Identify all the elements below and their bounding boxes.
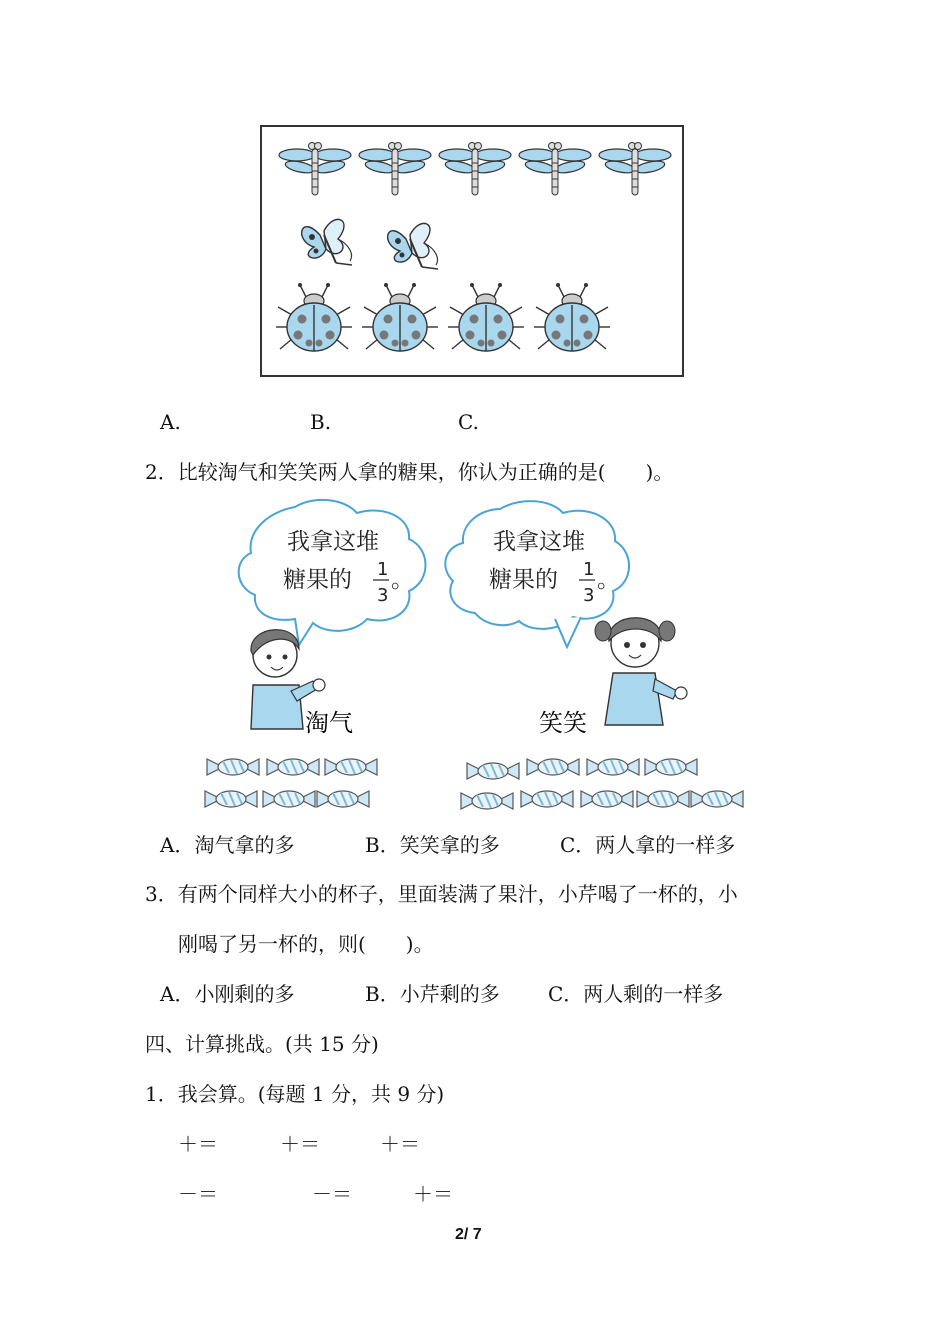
page-number: 2/ 7 [455, 1226, 482, 1243]
dragonfly-icon [599, 143, 671, 196]
candy-icon [691, 791, 743, 807]
candy-icon [467, 763, 519, 779]
bubble-right-line2: 糖果的 [489, 567, 558, 593]
q1-option-a[interactable]: A. [160, 410, 181, 434]
q1-option-b[interactable]: B. [310, 410, 332, 434]
bubble-right-line1: 我拿这堆 [493, 529, 585, 555]
dragonfly-icon [519, 143, 591, 196]
bubble-left-period: 。 [391, 567, 414, 593]
ladybug-icon [276, 283, 352, 351]
name-xiaoxiao: 笑笑 [539, 709, 587, 737]
girl-xiaoxiao-figure [595, 618, 687, 725]
speech-bubble-left [239, 500, 426, 645]
candy-icon [317, 791, 369, 807]
calc-item-6[interactable]: ＋＝ [413, 1182, 453, 1206]
ladybug-icon [362, 283, 438, 351]
name-taoqi: 淘气 [305, 709, 353, 737]
candy-icon [207, 759, 259, 775]
candy-icon [587, 759, 639, 775]
dragonfly-icon [279, 143, 351, 196]
candy-icon [205, 791, 257, 807]
q3-option-a[interactable]: A．小刚剩的多 [160, 982, 295, 1006]
candy-icon [325, 759, 377, 775]
bubble-left-line2: 糖果的 [283, 567, 352, 593]
question-2-text: 2．比较淘气和笑笑两人拿的糖果，你认为正确的是( )。 [145, 460, 674, 484]
bubble-left-line1: 我拿这堆 [287, 529, 379, 555]
question-3-line2: 刚喝了另一杯的，则( )。 [178, 932, 434, 956]
candy-icon [521, 791, 573, 807]
q3-option-c[interactable]: C．两人剩的一样多 [548, 982, 724, 1006]
bubble-left-numerator: 1 [377, 559, 389, 580]
section-4-title: 四、计算挑战。(共 15 分) [145, 1032, 379, 1056]
insect-illustration [262, 127, 682, 375]
calc-item-3[interactable]: ＋＝ [380, 1132, 420, 1156]
calc-item-1[interactable]: ＋＝ [178, 1132, 218, 1156]
bubble-right-period: 。 [597, 567, 620, 593]
candy-icon [263, 791, 315, 807]
q1-option-c[interactable]: C. [458, 410, 479, 434]
candy-icon [581, 791, 633, 807]
butterfly-icon [388, 223, 438, 269]
ladybug-icon [534, 283, 610, 351]
q2-option-a[interactable]: A．淘气拿的多 [160, 833, 295, 857]
candy-illustration [195, 495, 765, 825]
calc-item-4[interactable]: －＝ [178, 1182, 218, 1206]
dragonfly-icon [439, 143, 511, 196]
dragonfly-icon [359, 143, 431, 196]
candy-icon [645, 759, 697, 775]
insect-picture-box [260, 125, 684, 377]
q3-option-b[interactable]: B．小芹剩的多 [365, 982, 500, 1006]
bubble-right-numerator: 1 [583, 559, 595, 580]
candy-icon [461, 793, 513, 809]
butterfly-icon [302, 219, 352, 265]
question-3-line1: 3．有两个同样大小的杯子，里面装满了果汁，小芹喝了一杯的，小 [145, 882, 738, 906]
q2-option-b[interactable]: B．笑笑拿的多 [365, 833, 500, 857]
candy-icon [527, 759, 579, 775]
calc-item-2[interactable]: ＋＝ [280, 1132, 320, 1156]
section-4-subquestion-1: 1．我会算。(每题 1 分，共 9 分) [145, 1082, 445, 1106]
calc-item-5[interactable]: －＝ [312, 1182, 352, 1206]
candy-icon [637, 791, 689, 807]
ladybug-icon [448, 283, 524, 351]
q2-option-c[interactable]: C．两人拿的一样多 [560, 833, 736, 857]
candy-icon [267, 759, 319, 775]
bubble-right-denominator: 3 [583, 585, 595, 606]
bubble-left-denominator: 3 [377, 585, 389, 606]
